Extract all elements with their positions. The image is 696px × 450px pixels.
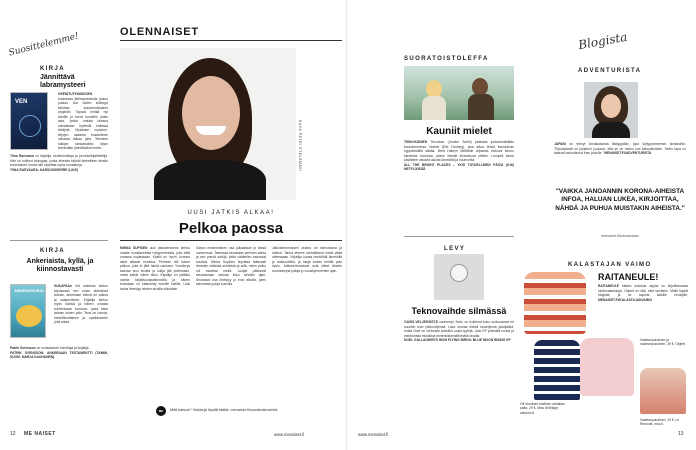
portrait-shirt <box>154 160 266 200</box>
feature-col1-head: MINNA SUPISEN <box>120 246 148 250</box>
album-moon <box>450 264 468 282</box>
knit-title: RAITANEULE! <box>598 272 659 282</box>
navy-striped-top <box>534 340 580 400</box>
knit-credit: MENAISET.FI/KALASTAJANVAIMO <box>598 297 653 302</box>
book1-title: Jännittävä labramysteeri <box>40 74 86 89</box>
footer-note: Mitä katsoa? Vinkkejä löydät täältä: menaiset.fi/suoratoistovinkit. <box>170 408 279 412</box>
feature-title: Pelkoa paossa <box>178 220 284 237</box>
streaming-person1-body <box>422 96 446 120</box>
book-divider <box>10 240 108 241</box>
book2-credit: PATRIK SVENSSON: ANKERIAAN TESTAMENTTI (TAMMI, SUOM. MARJA KAUHANEN). <box>10 350 108 359</box>
book2-text-body: elä ankerias kertoo kirjoissaan sen oman elämänsä tarinan. Ankeriaan elämä on vaikea ja salaperäinen. Kirjailija kertoo myös isänsä ja hänen omasta suhteestaan luontoon, josta tulee tarinan toinen ydin. Teos on kaunis, henkilökohtainen ja opettavainen yhtä aikaa. <box>54 284 108 324</box>
brand-left: ME NAISET <box>24 431 56 437</box>
knit-text-body: kaiken kokoisia alyylia on kirjoittamassa neulevaatekkoja. Ohjeet on sitä, mitä tarvitsee. Mallit löydät blogista, ja ne sopivat kaikille neulojille. <box>598 284 688 297</box>
feature-divider <box>120 240 342 241</box>
pink-sweater <box>580 338 634 396</box>
page-number-left: 12 <box>10 431 16 437</box>
book1-text <box>58 92 108 152</box>
blogger-text <box>554 142 686 180</box>
music-text-head: OASIS-VELJEKSISTÄ <box>404 320 438 324</box>
feature-col1 <box>120 246 190 400</box>
book2-kicker: KIRJA <box>40 248 66 254</box>
book1-cover-circle <box>19 115 41 137</box>
book2-cover-fish <box>16 305 42 327</box>
blogger-credit: MENAISET.FI/ADVENTURISTA <box>604 151 652 155</box>
book1-cover-title: VEN <box>15 99 28 105</box>
book1-text-body: tuoksessa jättimyrkerkuilla joutuu pulaan, kun väärin kolleega sitoittaa kysenmuiskasen projektin. Tapaus lentää nyt silmille ja teerä tuomittin jotain asia, joskin omiata lainaus valsaistaan hyvitellä kaikissa tietäjinä. Mystisten mysteeri-kirjojen taatasta kustantinen vaikavia taikaa joita. Teknisen tutkijan kansanvaltio kirjan teenistään jännittävästi mutta. <box>58 96 108 150</box>
streaming-title: Kauniit mielet <box>426 126 492 137</box>
striped-sweater <box>524 272 586 334</box>
book2-title: Ankeriaista, kyllä, ja kiinnostavasti <box>26 258 94 273</box>
blogger-quote: "VAIKKA JANOANNIN KORONA-AIHEISTA INFOA, HALUAN LUKEA, KIRJOITTAA, NÄHDÄ JA PUHUA MUISTAKIN AIHEISTA." <box>555 188 685 212</box>
portrait-smile <box>196 126 226 135</box>
blogger-quote-source: menaiset.fi/kolmaistaan <box>601 234 639 238</box>
book1-cover <box>10 92 48 150</box>
book1-author: Tiina Raevaara <box>10 154 34 158</box>
music-text <box>404 320 514 396</box>
knit-text <box>598 284 688 332</box>
feature-col2: Sarjan ensimmäinen osa julkaistaan jo tässä numerossa. Tarinassa seurataan perheen arkea ja sen pieniä säröjä, jotka vähitellen kasvavat suuriksi. Minna Supinen kirjoittaa taitavasti ihmisten välisistä suhteista ja siitä, miten pelko voi muuttaa meitä. Lukijat pääsevät seuraamaan tarinaa koko kevään ajan. Seuraava osa ilmestyy jo ensi viikolla, joten kannattaa pysyä kuulolla. <box>196 246 266 286</box>
portrait-photo <box>120 48 296 200</box>
stripe-caption: Off shoulder-mallinen raidakas paita, 29 €, Miss Selfridge, zalando.fi. <box>520 402 565 415</box>
streaming-text-body: Theodore (Justice Smith) pelastaa juoksulenkillään koulukaverinsa Violetin (Elle Fanning), joka aikoo tehdä itsemurhan hyppäämällä sillalta. Brett Haleyn Netflixille ohjaama elokuva kertoo kahdesta nuoresta, joiden elämät kietoutuvat yhteen. Lempeä tarina käsittelee vakavia asioita lämmöllä ja huumorilla. <box>404 140 514 162</box>
book2-author: Patrik Svensson <box>10 346 36 350</box>
blogger-script: Blogista <box>577 29 629 53</box>
blogger-top <box>592 122 630 138</box>
music-title: Teknovaihde silmässä <box>411 306 507 316</box>
knit-text-head: RAITANEULE <box>598 284 620 288</box>
knit-price1: Vaaleanpunainen ja ruskeanpunainen, 39 €, Objeet. <box>640 338 687 347</box>
recommend-script: Suosittelemme! <box>7 31 80 59</box>
blogger-kicker: ADVENTURISTA <box>578 68 642 74</box>
music-kicker: LEVY <box>444 246 466 252</box>
streaming-kicker: SUORATOISTOLEFFA <box>404 56 489 62</box>
footer-me-icon: ME <box>156 406 166 416</box>
blogger-face <box>601 94 621 118</box>
streaming-text-head: TEINI-IKÄINEN <box>404 140 428 144</box>
knit-kicker: KALASTAJAN VAIMO <box>568 262 652 268</box>
section-divider <box>120 40 342 41</box>
streaming-person2-body <box>468 94 494 120</box>
url-right: www.menaiset.fi <box>358 432 389 437</box>
album-cover <box>434 254 484 300</box>
blogger-photo <box>584 82 638 138</box>
portrait-caption: KUVA PETRI ETELÄMÄKI <box>298 120 302 172</box>
navy-caption: Vaaleanpunainen, 19 €, Le Redoute, elos.fi. <box>640 418 680 427</box>
book1-text-head: GEENITUTKIMUKSEN <box>58 92 93 96</box>
streaming-photo <box>404 66 514 120</box>
url-left: www.menaiset.fi <box>274 432 305 437</box>
book2-cover-title: ANKERIASKIRJA <box>14 289 44 293</box>
book1-author-text <box>10 154 108 208</box>
feature-col3: Jatkokertomuksen aloitus on kiinnostava ja vetävä. Tarina etenee rauhallisesti mutta pitää otteessaan. Kirjailija kuvaa henkilöitä lämmöllä ja tarkkuudella, ja lukija tuntee heidät pian hyvin. Jatkokertomukset ovat olleet lehden suosituimpia juttuja jo vuosikymmenten ajan. <box>272 246 342 273</box>
portrait-face <box>182 76 240 150</box>
book2-text <box>54 284 108 344</box>
book2-text-head: SUKAPAAn <box>54 284 73 288</box>
book2-author-body: on ruotsalainen toimittaja ja kirjailija. <box>36 346 90 350</box>
feature-col1-body: uusi jatkokertomus kertoo maalle muuttaneesta nykyperheestä, joka elää omassa kuplassaan. Kaikki on hyvin, kunnes asiat alkavat muuttua. Perheen äiti kokee pelkoa, joka ei jätä häntä rauhaan. Ymmärrys kasvaa sivu sivulta ja lukija jää pohtimaan, mistä kaikki oikein alkoi. Kirjailija on palkittu useilla kirjallisuuspalkinnoilla ja hänen teoksiaan on käännetty monille kielille. Uusi tarina ilmestyy lehden sivuilla viikoittain. <box>120 246 190 291</box>
right-divider <box>404 236 514 237</box>
book1-kicker: KIRJA <box>40 66 66 72</box>
music-text-body: vanhempi, Noel, on kulkenut koko soolouransa eri suuntiin kuin pikkuveljensä. Liam seuraa tiiviisti isoveljensä jalanjälkiä, mutta Noel on rohkeasti kokeillut uusia tyylejä. Uusi EP yhdistää rockia ja elektronista musiikkia ennennäkemättömällä tavalla. <box>404 320 514 338</box>
streaming-credit: ALL THE BRIGHT PLACES – YKSI TÄYDELLINEN PÄIVÄ (K16) NETFLIXISSÄ <box>404 162 514 171</box>
feature-kicker: UUSI JATKIS ALKAA! <box>187 210 275 216</box>
book2-author-text <box>10 346 108 420</box>
book1-author-body: on kirjailija, tiedetoimittaja ja peruntutkijatieteilijä. Hän on tutkinut biologiaa, jonka aiheista kirjoitti tieteellisen tekstin koulutukset, mutta hän kirjoittaa myös romaaneja. <box>10 154 108 167</box>
blogger-text-body: on tehnyt Annakaisasta lilakyppään, jopa kyltyppomeesen kielailoihin. "Rykotyisistä on jokainen joutunut, että se on melko ova kännykköiden. Sekin tapa on taatusti rauhoittunut ihan joululle." <box>554 142 686 155</box>
blogger-text-head: JAPANI <box>554 142 566 146</box>
rust-sweater <box>640 368 686 414</box>
page-number-right: 13 <box>678 431 684 437</box>
right-page <box>348 0 696 450</box>
streaming-text <box>404 140 514 200</box>
music-credit: NOEL GALLAGHER'S HIGH FLYING BIRDS: BLUE MOON RISING EP <box>404 338 511 342</box>
book2-cover <box>10 284 46 338</box>
section-title: OLENNAISET <box>120 26 199 38</box>
book1-credit: TIINA RAEVAARA: KARSOISKIERRE (LIKE) <box>10 167 78 172</box>
